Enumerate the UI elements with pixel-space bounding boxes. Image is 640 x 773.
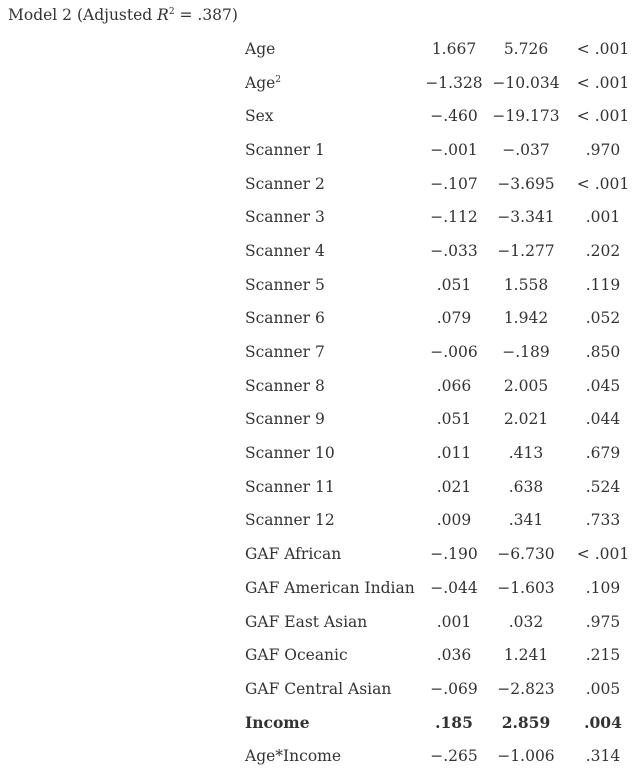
beta-cell: .021 <box>436 477 472 496</box>
predictor-cell <box>240 200 423 234</box>
predictor-label: Age*Income <box>245 747 342 766</box>
t-value-cell: −.037 <box>502 140 550 159</box>
predictor-label: GAF African <box>245 545 342 564</box>
predictor-label: Scanner 8 <box>245 376 325 395</box>
model-title <box>8 4 238 26</box>
t-value-cell: −6.730 <box>497 545 555 564</box>
t-value-cell: −19.173 <box>492 107 560 126</box>
predictor-cell <box>240 302 423 336</box>
predictor-superscript: 2 <box>275 74 282 85</box>
p-value-cell: .052 <box>585 309 621 328</box>
predictor-cell <box>240 66 423 100</box>
table-row <box>240 537 639 571</box>
t-value-cell: 2.005 <box>503 376 549 395</box>
t-value-cell: .341 <box>508 511 544 530</box>
p-value-cell: < .001 <box>576 545 630 564</box>
model-title-prefix: Model 2 (Adjusted <box>8 6 158 24</box>
p-value-cell: .202 <box>585 241 621 260</box>
predictor-label: Scanner 3 <box>245 208 325 227</box>
table-row <box>240 200 639 234</box>
beta-cell: −.069 <box>430 679 478 698</box>
regression-table <box>240 32 639 773</box>
predictor-label: Scanner 1 <box>245 140 325 159</box>
beta-cell: .185 <box>435 713 473 733</box>
table-row <box>240 672 639 706</box>
predictor-cell <box>240 504 423 538</box>
beta-cell: .009 <box>436 511 472 530</box>
regression-table-body <box>240 32 639 773</box>
predictor-cell <box>240 571 423 605</box>
beta-cell: −.044 <box>430 578 478 597</box>
beta-cell: −.190 <box>430 545 478 564</box>
t-value-cell: 2.021 <box>503 410 549 429</box>
predictor-label: Scanner 11 <box>245 477 335 496</box>
predictor-label: Scanner 4 <box>245 241 325 260</box>
predictor-label: Scanner 12 <box>245 511 335 530</box>
p-value-cell: .970 <box>585 140 621 159</box>
predictor-cell <box>240 167 423 201</box>
table-row <box>240 470 639 504</box>
predictor-label: Scanner 10 <box>245 444 335 463</box>
predictor-label: Sex <box>245 107 274 126</box>
table-row <box>240 403 639 437</box>
table-row <box>240 32 639 66</box>
table-row <box>240 436 639 470</box>
t-value-cell: 1.558 <box>503 275 549 294</box>
predictor-label: Scanner 5 <box>245 275 325 294</box>
beta-cell: −1.328 <box>425 73 483 92</box>
predictor-label: Scanner 9 <box>245 410 325 429</box>
predictor-label: GAF East Asian <box>245 612 368 631</box>
r-superscript: 2 <box>168 7 175 17</box>
p-value-cell: .109 <box>585 578 621 597</box>
p-value-cell: .005 <box>585 679 621 698</box>
table-row <box>240 605 639 639</box>
table-row <box>240 66 639 100</box>
predictor-cell <box>240 335 423 369</box>
t-value-cell: 5.726 <box>503 39 549 58</box>
predictor-label: Age <box>245 73 276 92</box>
beta-cell: −.001 <box>430 140 478 159</box>
p-value-cell: .679 <box>585 444 621 463</box>
t-value-cell: −1.277 <box>497 241 555 260</box>
model-title-suffix: = .387) <box>174 6 238 24</box>
beta-cell: .066 <box>436 376 472 395</box>
t-value-cell: .032 <box>508 612 544 631</box>
beta-cell: −.033 <box>430 241 478 260</box>
t-value-cell: 1.241 <box>503 646 549 665</box>
predictor-label: Scanner 6 <box>245 309 325 328</box>
p-value-cell: .044 <box>585 410 621 429</box>
table-row <box>240 504 639 538</box>
beta-cell: −.460 <box>430 107 478 126</box>
predictor-cell <box>240 436 423 470</box>
t-value-cell: 2.859 <box>501 713 551 733</box>
predictor-label: Income <box>245 713 310 733</box>
table-row <box>240 638 639 672</box>
predictor-label: Age <box>245 39 276 58</box>
t-value-cell: −.189 <box>502 343 550 362</box>
table-row <box>240 302 639 336</box>
beta-cell: .011 <box>436 444 472 463</box>
t-value-cell: −1.603 <box>497 578 555 597</box>
predictor-cell <box>240 403 423 437</box>
predictor-label: Scanner 2 <box>245 174 325 193</box>
predictor-label: GAF Oceanic <box>245 646 348 665</box>
t-value-cell: −1.006 <box>497 747 555 766</box>
p-value-cell: < .001 <box>576 107 630 126</box>
predictor-cell <box>240 234 423 268</box>
table-row <box>240 268 639 302</box>
beta-cell: 1.667 <box>431 39 477 58</box>
predictor-cell <box>240 605 423 639</box>
predictor-cell <box>240 706 423 740</box>
beta-cell: −.107 <box>430 174 478 193</box>
beta-cell: .051 <box>436 410 472 429</box>
p-value-cell: .004 <box>584 713 622 733</box>
predictor-label: GAF Central Asian <box>245 679 392 698</box>
beta-cell: −.006 <box>430 343 478 362</box>
p-value-cell: .850 <box>585 343 621 362</box>
t-value-cell: −10.034 <box>492 73 560 92</box>
t-value-cell: .413 <box>508 444 544 463</box>
p-value-cell: .119 <box>585 275 621 294</box>
p-value-cell: .314 <box>585 747 621 766</box>
predictor-cell <box>240 537 423 571</box>
r-symbol: R <box>157 6 169 24</box>
predictor-cell <box>240 672 423 706</box>
table-row <box>240 133 639 167</box>
p-value-cell: .975 <box>585 612 621 631</box>
predictor-cell <box>240 369 423 403</box>
p-value-cell: .001 <box>585 208 621 227</box>
p-value-cell: < .001 <box>576 73 630 92</box>
table-row <box>240 335 639 369</box>
table-row <box>240 99 639 133</box>
p-value-cell: .733 <box>585 511 621 530</box>
predictor-label: GAF American Indian <box>245 578 415 597</box>
p-value-cell: .215 <box>585 646 621 665</box>
t-value-cell: .638 <box>508 477 544 496</box>
t-value-cell: −3.341 <box>497 208 555 227</box>
predictor-cell <box>240 99 423 133</box>
beta-cell: −.112 <box>430 208 478 227</box>
table-row <box>240 739 639 773</box>
beta-cell: .079 <box>436 309 472 328</box>
predictor-cell <box>240 638 423 672</box>
predictor-label: Scanner 7 <box>245 343 325 362</box>
beta-cell: .036 <box>436 646 472 665</box>
predictor-cell <box>240 133 423 167</box>
p-value-cell: .524 <box>585 477 621 496</box>
predictor-cell <box>240 470 423 504</box>
t-value-cell: 1.942 <box>503 309 549 328</box>
beta-cell: .051 <box>436 275 472 294</box>
t-value-cell: −3.695 <box>497 174 555 193</box>
table-row <box>240 706 639 740</box>
table-row <box>240 369 639 403</box>
predictor-cell <box>240 739 423 773</box>
p-value-cell: < .001 <box>576 174 630 193</box>
p-value-cell: < .001 <box>576 39 630 58</box>
t-value-cell: −2.823 <box>497 679 555 698</box>
table-row <box>240 571 639 605</box>
beta-cell: .001 <box>436 612 472 631</box>
p-value-cell: .045 <box>585 376 621 395</box>
table-row <box>240 167 639 201</box>
table-row <box>240 234 639 268</box>
predictor-cell <box>240 268 423 302</box>
predictor-cell <box>240 32 423 66</box>
beta-cell: −.265 <box>430 747 478 766</box>
